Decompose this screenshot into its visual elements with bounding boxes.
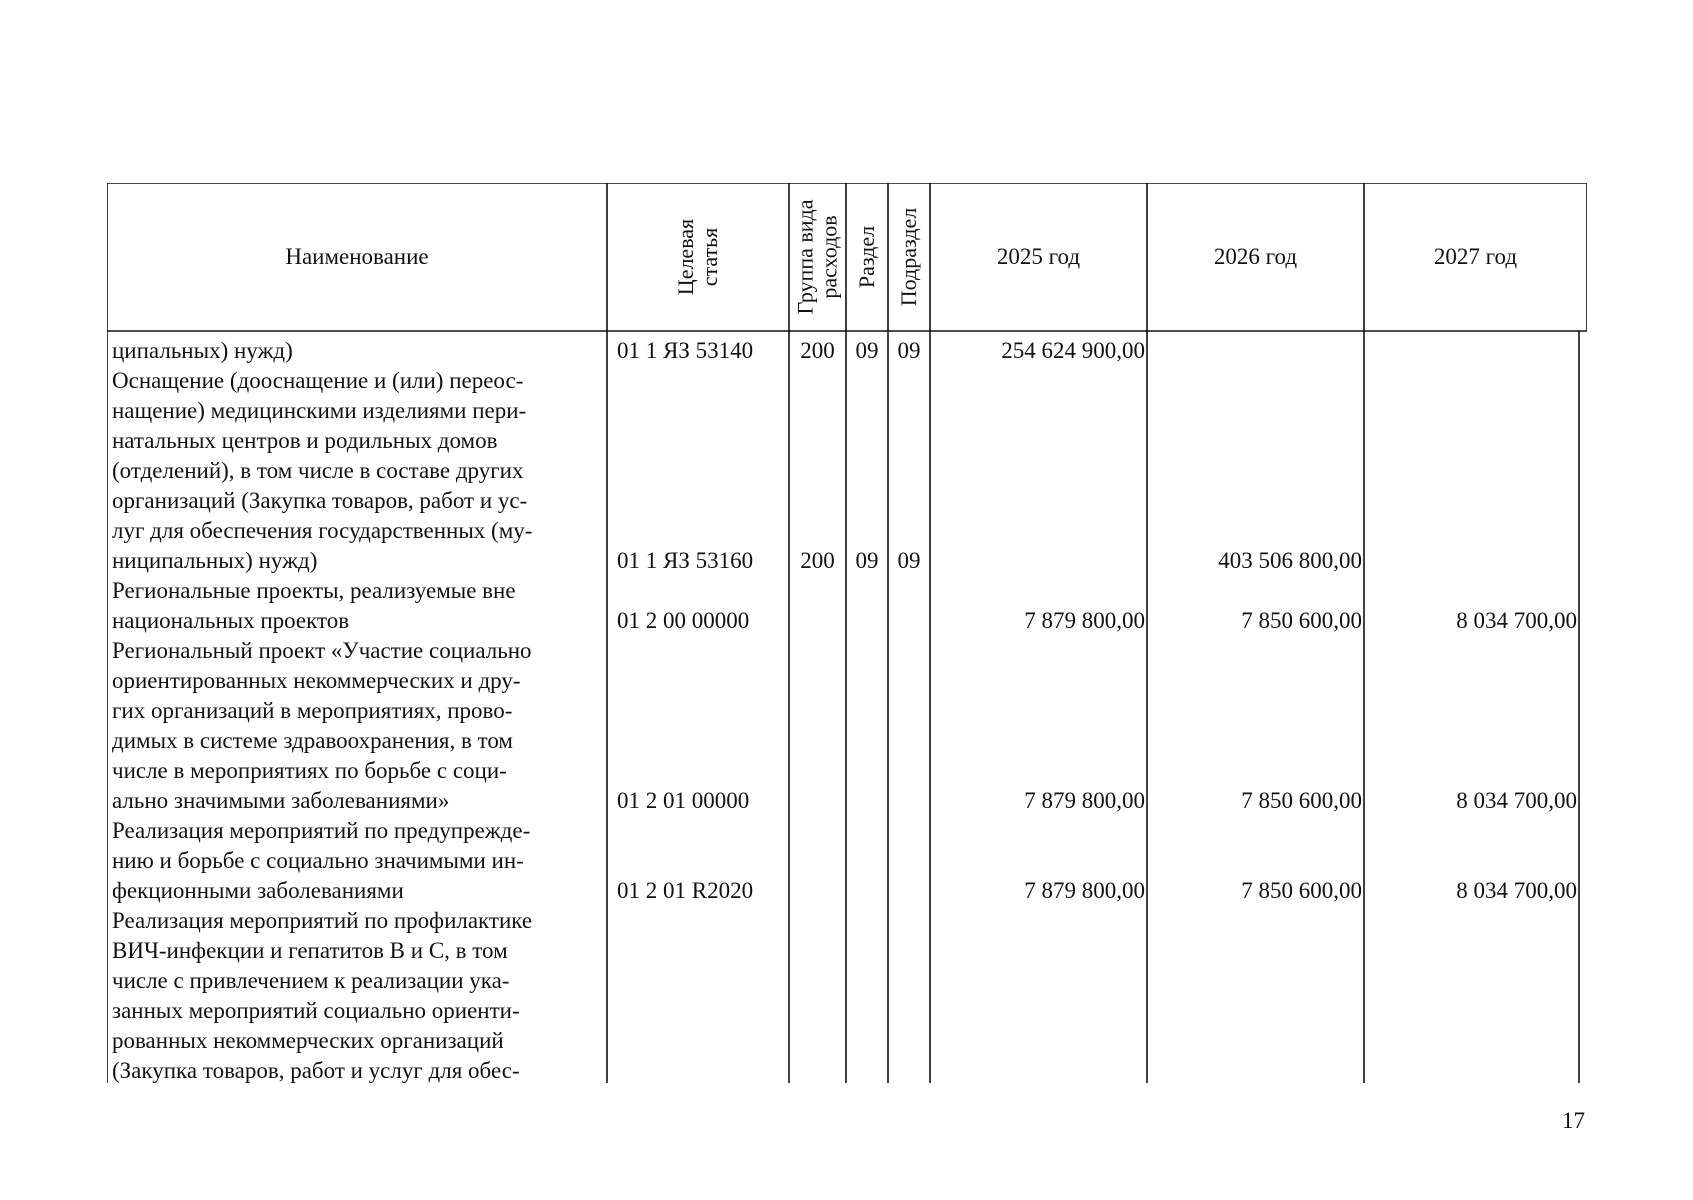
row-2-group bbox=[789, 606, 846, 636]
row-1-subsection: 09 bbox=[897, 548, 921, 573]
header-target-line2: статья bbox=[696, 227, 722, 287]
header-group-line1: Группа вида bbox=[792, 199, 818, 315]
row-5-line-4: рованных некоммерческих организаций bbox=[112, 1028, 504, 1053]
row-2-line-0: Региональные проекты, реализуемые вне bbox=[112, 578, 516, 603]
row-5-line-1: ВИЧ-инфекции и гепатитов В и С, в том bbox=[112, 938, 508, 963]
header-target-line1: Целевая bbox=[672, 218, 698, 296]
row-1-line-1: нащение) медицинскими изделиями пери- bbox=[112, 398, 527, 423]
row-5-line-2: числе с привлечением к реализации ука- bbox=[112, 968, 510, 993]
row-1-group: 200 bbox=[800, 548, 835, 573]
row-3-line-2: гих организаций в мероприятиях, прово- bbox=[112, 698, 513, 723]
row-1-line-4: организаций (Закупка товаров, работ и ус- bbox=[112, 488, 528, 513]
budget-table bbox=[107, 183, 1587, 1083]
row-1-line-5: луг для обеспечения государственных (му- bbox=[112, 518, 533, 543]
row-2-2026: 7 850 600,00 bbox=[1241, 608, 1362, 633]
row-1-2025 bbox=[930, 546, 1145, 576]
row-4-2025: 7 879 800,00 bbox=[1024, 878, 1145, 903]
row-3-line-1: ориентированных некоммерческих и дру- bbox=[112, 668, 521, 693]
header-name: Наименование bbox=[285, 244, 429, 269]
row-1-code: 01 1 ЯЗ 53160 bbox=[617, 548, 754, 573]
row-3-line-0: Региональный проект «Участие социально bbox=[112, 638, 532, 663]
row-2-line-1: национальных проектов bbox=[112, 608, 350, 633]
row-0-section: 09 bbox=[855, 338, 879, 363]
row-3-name bbox=[112, 636, 604, 816]
row-4-2027: 8 034 700,00 bbox=[1456, 878, 1577, 903]
row-5-line-3: занных мероприятий социально ориенти- bbox=[112, 998, 520, 1023]
header-expense-group bbox=[789, 183, 846, 331]
row-4-line-0: Реализация мероприятий по предупрежде- bbox=[112, 818, 531, 843]
row-2-2027: 8 034 700,00 bbox=[1456, 608, 1577, 633]
row-1-line-3: (отделений), в том числе в составе других bbox=[112, 458, 524, 483]
row-3-line-4: числе в мероприятиях по борьбе с соци- bbox=[112, 758, 507, 783]
row-2-code: 01 2 00 00000 bbox=[617, 608, 750, 633]
row-1-line-6: ниципальных) нужд) bbox=[112, 548, 318, 573]
row-1-section: 09 bbox=[855, 548, 879, 573]
row-5-line-5: (Закупка товаров, работ и услуг для обес- bbox=[112, 1058, 520, 1083]
row-2-name bbox=[112, 576, 604, 636]
row-0-subsection: 09 bbox=[897, 338, 921, 363]
row-1-2026: 403 506 800,00 bbox=[1218, 548, 1362, 573]
row-1-line-0: Оснащение (дооснащение и (или) переос- bbox=[112, 368, 524, 393]
row-2-subsection bbox=[888, 606, 930, 636]
row-5-name bbox=[112, 906, 604, 1086]
row-4-line-2: фекционными заболеваниями bbox=[112, 878, 404, 903]
row-3-subsection bbox=[888, 786, 930, 816]
row-4-name bbox=[112, 816, 604, 906]
header-section bbox=[846, 183, 888, 331]
row-0-2025: 254 624 900,00 bbox=[1001, 338, 1145, 363]
header-subsection bbox=[888, 183, 930, 331]
row-1-2027 bbox=[1364, 546, 1577, 576]
header-section-label: Раздел bbox=[854, 225, 880, 289]
header-year-2026: 2026 год bbox=[1213, 244, 1298, 269]
header-year-2025: 2025 год bbox=[996, 244, 1081, 269]
row-2-2025: 7 879 800,00 bbox=[1024, 608, 1145, 633]
row-4-group bbox=[789, 876, 846, 906]
row-5-line-0: Реализация мероприятий по профилактике bbox=[112, 908, 533, 933]
header-group-line2: расходов bbox=[816, 215, 842, 299]
row-3-2025: 7 879 800,00 bbox=[1024, 788, 1145, 813]
header-subsection-label: Подраздел bbox=[896, 207, 922, 307]
row-4-2026: 7 850 600,00 bbox=[1241, 878, 1362, 903]
row-1-name bbox=[112, 366, 604, 576]
row-3-line-3: димых в системе здравоохранения, в том bbox=[112, 728, 513, 753]
row-3-group bbox=[789, 786, 846, 816]
header-year-2027: 2027 год bbox=[1433, 244, 1518, 269]
row-0-group: 200 bbox=[800, 338, 835, 363]
row-3-section bbox=[846, 786, 888, 816]
row-0-name bbox=[112, 336, 604, 366]
row-0-2026 bbox=[1147, 336, 1362, 366]
row-3-2026: 7 850 600,00 bbox=[1241, 788, 1362, 813]
row-2-section bbox=[846, 606, 888, 636]
row-4-section bbox=[846, 876, 888, 906]
row-4-code: 01 2 01 R2020 bbox=[617, 878, 754, 903]
row-0-code: 01 1 ЯЗ 53140 bbox=[617, 338, 754, 363]
row-3-code: 01 2 01 00000 bbox=[617, 788, 750, 813]
row-0-line-0: ципальных) нужд) bbox=[112, 338, 293, 363]
page-number: 17 bbox=[1562, 1108, 1585, 1133]
row-0-2027 bbox=[1364, 336, 1577, 366]
header-target-article bbox=[607, 183, 789, 331]
row-3-2027: 8 034 700,00 bbox=[1456, 788, 1577, 813]
row-4-subsection bbox=[888, 876, 930, 906]
row-3-line-5: ально значимыми заболеваниями» bbox=[112, 788, 450, 813]
row-4-line-1: нию и борьбе с социально значимыми ин- bbox=[112, 848, 524, 873]
row-1-line-2: натальных центров и родильных домов bbox=[112, 428, 498, 453]
